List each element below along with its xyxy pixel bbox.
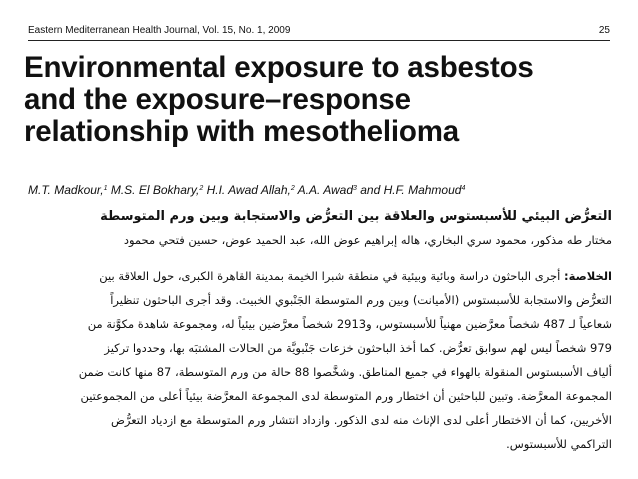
author-name: H.I. Awad Allah, bbox=[206, 183, 291, 197]
affiliation-marker: 1 bbox=[103, 185, 108, 192]
abstract-line: التعرُّض والاستجابة للأسبستوس (الأميانت) وبين ورم المتوسطة الجَنْبوي الخبيث. وقد أجرى الباحثون تنظيراً bbox=[110, 293, 612, 307]
title-line: and the exposure–response bbox=[24, 83, 411, 116]
arabic-authors: مختار طه مذكور، محمود سري البخاري، هاله إبراهيم عوض الله، عبد الحميد عوض، حسين فتحي محمود bbox=[123, 233, 612, 247]
arabic-title: التعرُّض البيئي للأسبستوس والعلاقة بين التعرُّض والاستجابة وبين ورم المتوسطة bbox=[100, 209, 612, 224]
abstract-label: الخلاصة: bbox=[564, 269, 612, 283]
author-list bbox=[28, 183, 628, 197]
abstract-text: أجرى الباحثون دراسة وبائية وبيئية في منطقة شبرا الخيمة بمدينة القاهرة الكبرى، حول العلاقة بين bbox=[99, 269, 565, 283]
abstract-line bbox=[26, 264, 612, 288]
title-line: relationship with mesothelioma bbox=[24, 115, 459, 148]
author-name: M.S. El Bokhary, bbox=[110, 183, 200, 197]
article-title bbox=[24, 52, 624, 148]
journal-citation: Eastern Mediterranean Health Journal, Vol. 15, No. 1, 2009 bbox=[28, 25, 291, 36]
affiliation-marker: 2 bbox=[199, 185, 204, 192]
affiliation-marker: 3 bbox=[353, 185, 357, 192]
author-name: H.F. Mahmoud bbox=[383, 183, 462, 197]
author-name: M.T. Madkour, bbox=[28, 183, 104, 197]
running-header bbox=[28, 25, 610, 41]
abstract-line: المجموعة المعرَّضة. وتبين للباحثين أن اختطار ورم المتوسطة لدى المجموعة المعرَّضة بيئياً أعلى من المجموعتين bbox=[80, 389, 612, 403]
title-line: Environmental exposure to asbestos bbox=[24, 51, 534, 84]
author-separator: and bbox=[356, 183, 384, 197]
abstract-line: الأخريين، كما أن الاختطار أعلى لدى الإناث منه لدى الذكور. وازداد انتشار ورم المتوسطة مع ازدياد التعرُّض bbox=[111, 413, 612, 427]
abstract-line: 979 شخصاً ليس لهم سوابق تعرُّض. كما أخذ الباحثون خزعات جَنْبويَّة من الحالات المشتبَه بها، وحددوا تركيز bbox=[104, 341, 612, 355]
abstract-line: التراكمي للأسبستوس. bbox=[506, 437, 612, 451]
affiliation-marker: 2 bbox=[290, 185, 295, 192]
abstract-line: شعاعياً لـ 487 شخصاً معرَّضين مهنياً للأسبستوس، و2913 شخصاً معرَّضين بيئياً له، ومجموعة شاهدة مكوَّنة من bbox=[87, 317, 612, 331]
header-rule bbox=[28, 40, 610, 41]
abstract-line: ألياف الأسبستوس المنقولة بالهواء في جميع المناطق. وشخَّصوا 88 حالة من ورم المتوسطة، 87 منها كانت ضمن bbox=[78, 365, 612, 379]
page-number: 25 bbox=[598, 25, 610, 36]
arabic-abstract bbox=[26, 264, 612, 456]
affiliation-marker: 4 bbox=[461, 185, 466, 192]
author-name: A.A. Awad bbox=[297, 183, 354, 197]
